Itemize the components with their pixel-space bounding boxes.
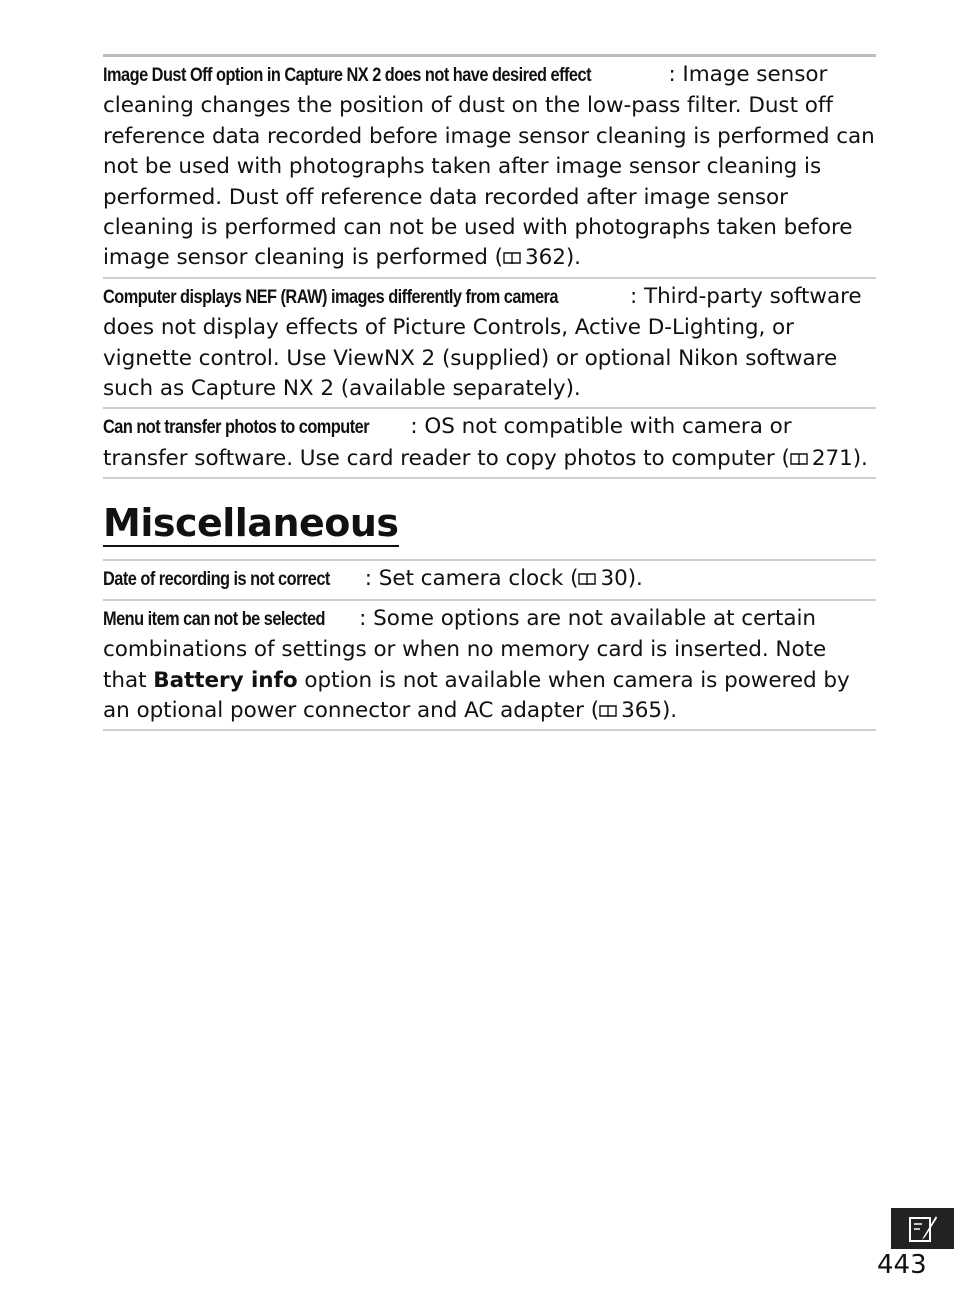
section-title: Miscellaneous	[103, 501, 399, 546]
page-content	[103, 54, 876, 731]
entry-text: Third-party software does not display effects of Picture Controls, Active D-Lighting, or vignette control. Use ViewNX 2 (supplied) or optional Nikon software such as Capture NX 2 (available separately).	[103, 283, 862, 402]
entry-text: OS not compatible with camera or transfer software. Use card reader to copy photos to computer (	[103, 414, 792, 471]
entry-text-2: option is not available when camera is powered by an optional power connector and AC adapter (	[103, 667, 850, 723]
book-icon	[599, 704, 617, 718]
entry-term: Can not transfer photos to computer	[103, 417, 370, 439]
entry-end: ).	[627, 566, 643, 592]
page-ref[interactable]: 365	[621, 697, 662, 723]
notepad-pen-icon	[906, 1214, 940, 1244]
entry-end: ).	[565, 245, 581, 271]
entry-term: Computer displays NEF (RAW) images differently from camera	[103, 286, 558, 308]
book-icon	[503, 251, 521, 265]
entry-term: Menu item can not be selected	[103, 608, 326, 630]
entry-text: Image sensor cleaning changes the position of dust on the low-pass filter. Dust off reference data recorded before image sensor cleaning is performed can not be used with photographs taken after image sensor cleaning is performed. Dust off reference data recorded after image sensor cleaning is performed can not be used with photographs taken before image sensor cleaning is performed (	[103, 62, 875, 271]
entry-term: Image Dust Off option in Capture NX 2 does not have desired effect	[103, 65, 591, 86]
entry-end: ).	[852, 445, 868, 471]
entry-term: Date of recording is not correct	[103, 569, 330, 591]
battery-info-label: Battery info	[153, 667, 298, 693]
entry-end: ).	[661, 697, 678, 723]
entry-nef-raw: Computer displays NEF (RAW) images differently from camera : Third-party software does not display effects of Picture Controls, Active D-Lighting, or vignette control. Use ViewNX 2 (supplied) or optional Nikon software such as Capture NX 2 (available separately).	[103, 277, 876, 408]
entry-menu-item: Menu item can not be selected : Some options are not available at certain combinations of settings or when no memory card is inserted. Note that Battery info option is not available when camera is powered by an optional power connector and AC adapter ( 365).	[103, 599, 876, 732]
page-ref[interactable]: 30	[600, 566, 628, 592]
entry-text: Some options are not available at certain combinations of settings or when no memory card is inserted. Note that	[103, 605, 827, 693]
page-number: 443	[877, 1250, 927, 1280]
book-icon	[578, 572, 596, 586]
book-icon	[790, 452, 808, 466]
entry-transfer: Can not transfer photos to computer : OS not compatible with camera or transfer software. Use card reader to copy photos to computer ( 271).	[103, 407, 876, 479]
page-ref[interactable]: 362	[524, 245, 566, 271]
entry-date-recording: Date of recording is not correct : Set camera clock ( 30).	[103, 559, 876, 598]
entry-dust-off: Image Dust Off option in Capture NX 2 does not have desired effect : Image sensor cleaning changes the position of dust on the low-pass filter. Dust off reference data recorded before image sensor cleaning is performed can not be used with photographs taken after image sensor cleaning is performed. Dust off reference data recorded after image sensor cleaning is performed can not be used with photographs taken before image sensor cleaning is performed ( 362).	[103, 54, 876, 277]
page-ref[interactable]: 271	[811, 445, 853, 471]
troubleshooting-tab-icon	[891, 1208, 954, 1249]
entry-text: Set camera clock (	[378, 566, 579, 592]
